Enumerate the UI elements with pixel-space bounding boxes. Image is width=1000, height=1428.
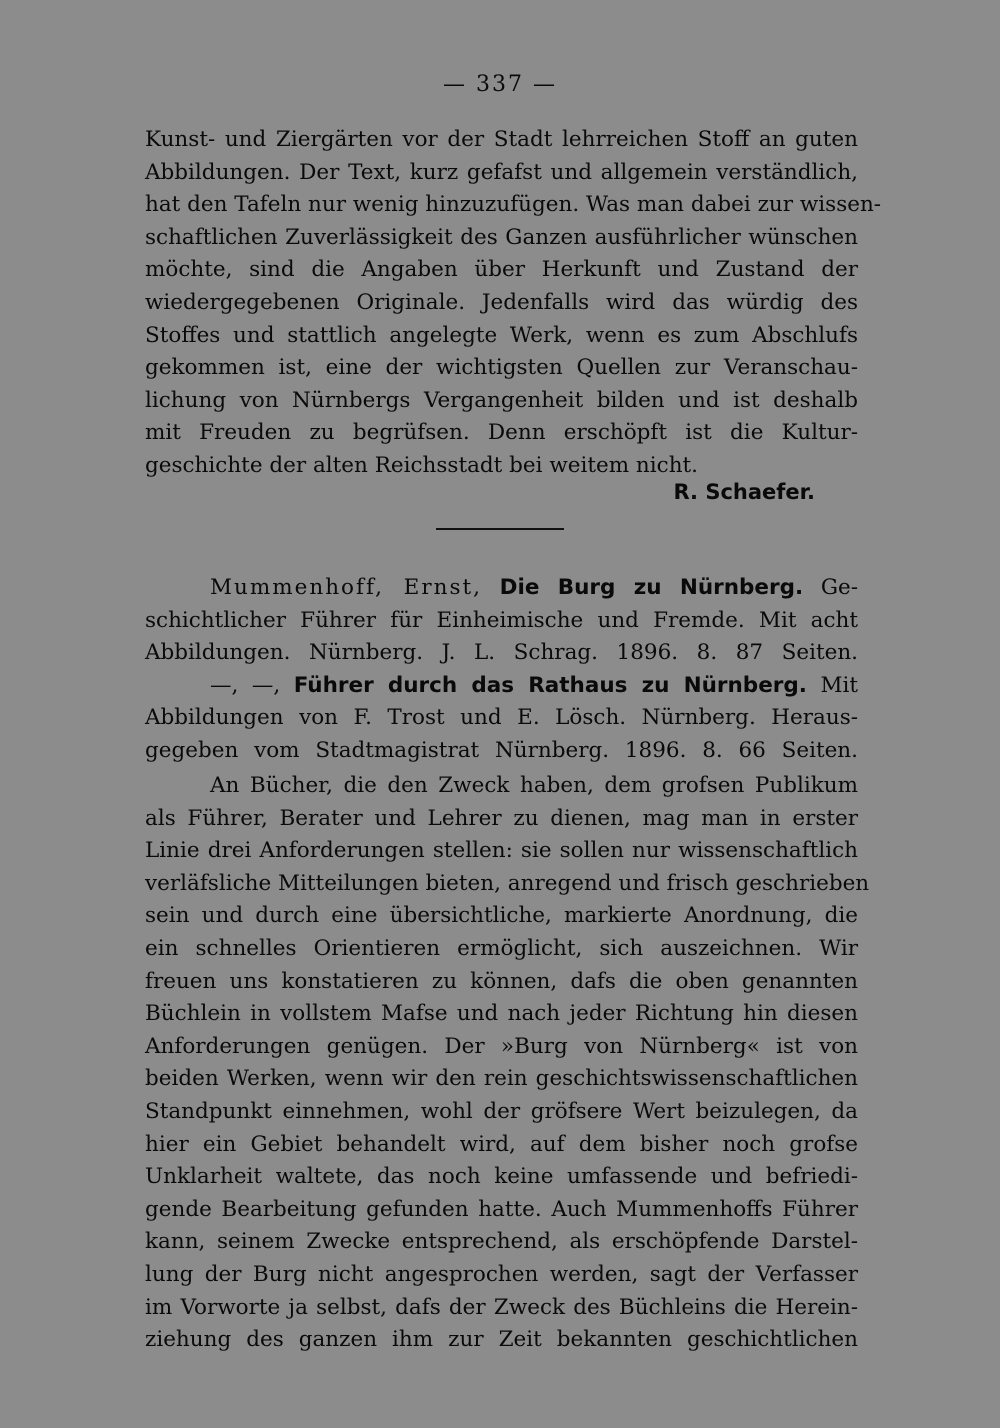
- text-line: möchte, sind die Angaben über Herkunft und Zustand der: [145, 257, 858, 283]
- text-line: sein und durch eine übersichtliche, markierte Anordnung, die: [145, 903, 858, 929]
- text-line: Standpunkt einnehmen, wohl der gröfsere Wert beizulegen, da: [145, 1098, 858, 1124]
- text-line: mit Freuden zu begrüfsen. Denn erschöpft ist die Kultur-: [145, 420, 858, 446]
- text-line: wiedergegebenen Originale. Jedenfalls wird das würdig des: [145, 289, 858, 315]
- entry-dash: —, —,: [210, 672, 281, 698]
- text-line: verläfsliche Mitteilungen bieten, anregend und frisch geschrieben: [145, 870, 870, 896]
- text-line: beiden Werken, wenn wir den rein geschichtswissenschaftlichen: [145, 1066, 858, 1092]
- section-divider: [436, 528, 564, 530]
- entry-line-2: [145, 670, 858, 703]
- text-line: Büchlein in vollstem Mafse und nach jeder Richtung hin diesen: [145, 1001, 858, 1027]
- text-line: gegeben vom Stadtmagistrat Nürnberg. 1896. 8. 66 Seiten.: [145, 737, 858, 763]
- reviewer-signature: R. Schaefer.: [673, 480, 815, 504]
- text-line: schaftlichen Zuverlässigkeit des Ganzen ausführlicher wünschen: [145, 224, 858, 250]
- review-paragraph-2: [145, 770, 870, 1357]
- text-line: Abbildungen von F. Trost und E. Lösch. Nürnberg. Heraus-: [145, 705, 858, 731]
- text-line: im Vorworte ja selbst, dafs der Zweck des Büchleins die Herein-: [145, 1294, 858, 1320]
- text-line: geschichte der alten Reichsstadt bei weitem nicht.: [145, 452, 699, 478]
- text-line: ein schnelles Orientieren ermöglicht, sich auszeichnen. Wir: [145, 935, 858, 961]
- text-line: gekommen ist, eine der wichtigsten Quellen zur Veranschau-: [145, 355, 858, 381]
- entry-title-1: Die Burg zu Nürnberg.: [499, 575, 804, 600]
- text-line: hat den Tafeln nur wenig hinzuzufügen. Was man dabei zur wissen-: [145, 192, 882, 218]
- text-line: Kunst- und Ziergärten vor der Stadt lehrreichen Stoff an guten: [145, 127, 858, 152]
- text-line: hier ein Gebiet behandelt wird, auf dem bisher noch grofse: [145, 1131, 858, 1157]
- text-line: lung der Burg nicht angesprochen werden, sagt der Verfasser: [145, 1261, 858, 1287]
- text-line: An Bücher, die den Zweck haben, dem grofsen Publikum: [210, 773, 858, 798]
- entry-title-2: Führer durch das Rathaus zu Nürnberg.: [293, 672, 807, 698]
- review-paragraph-1: [145, 124, 882, 483]
- entry-author: Mummenhoff, Ernst,: [210, 575, 482, 600]
- bibliographic-entry: [145, 572, 858, 768]
- entry-line-1: [145, 572, 858, 605]
- text-line: lichung von Nürnbergs Vergangenheit bilden und ist deshalb: [145, 387, 858, 413]
- text-line: als Führer, Berater und Lehrer zu dienen, mag man in erster: [145, 805, 858, 831]
- text-line: Unklarheit waltete, das noch keine umfassende und befriedi-: [145, 1164, 858, 1190]
- text-line: Stoffes und stattlich angelegte Werk, wenn es zum Abschlufs: [145, 322, 858, 348]
- text-line: ziehung des ganzen ihm zur Zeit bekannten geschichtlichen: [145, 1327, 858, 1353]
- text-line: gende Bearbeitung gefunden hatte. Auch Mummenhoffs Führer: [145, 1196, 858, 1222]
- text-line: Abbildungen. Nürnberg. J. L. Schrag. 1896. 8. 87 Seiten.: [145, 640, 858, 666]
- text-line: Anforderungen genügen. Der »Burg von Nürnberg« ist von: [145, 1033, 858, 1059]
- text-line: kann, seinem Zwecke entsprechend, als erschöpfende Darstel-: [145, 1229, 858, 1255]
- text-line: Linie drei Anforderungen stellen: sie sollen nur wissenschaftlich: [145, 838, 858, 864]
- entry-text: Mit: [820, 672, 858, 698]
- page-number: — 337 —: [443, 72, 557, 97]
- entry-text: Ge-: [820, 575, 858, 600]
- text-line: freuen uns konstatieren zu können, dafs die oben genannten: [145, 968, 858, 994]
- text-line: Abbildungen. Der Text, kurz gefafst und allgemein verständlich,: [145, 159, 858, 185]
- text-line: schichtlicher Führer für Einheimische und Fremde. Mit acht: [145, 607, 858, 633]
